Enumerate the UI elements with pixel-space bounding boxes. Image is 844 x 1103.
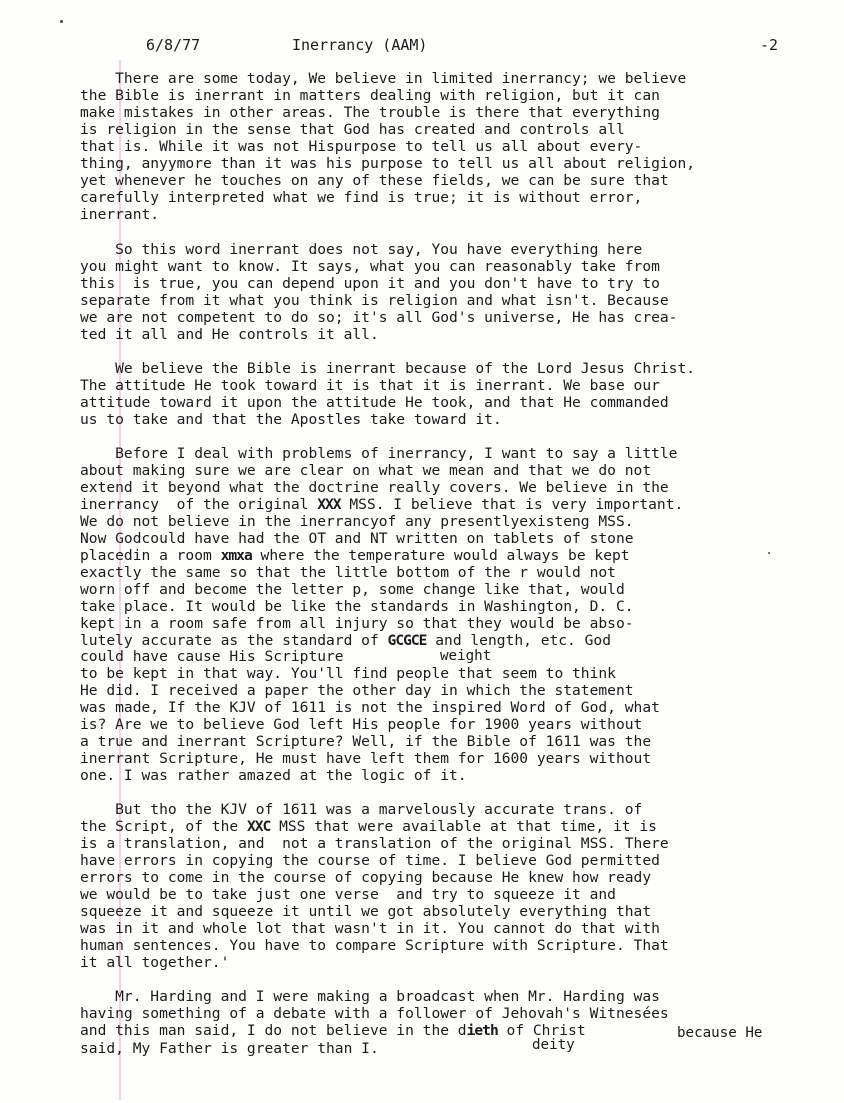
text-line: make mistakes in other areas. The trouble is there that everything: [80, 104, 660, 121]
ink-speck: [60, 20, 63, 23]
interlinear-correction: because He: [677, 1025, 763, 1041]
text-line: we are not competent to do so; it's all God's universe, He has crea-: [80, 309, 678, 326]
text-line: could have cause His Scripture: [80, 648, 344, 665]
text-line: is a translation, and not a translation of the original MSS. There: [80, 835, 669, 852]
text-line: was in it and whole lot that wasn't in it. You cannot do that with: [80, 920, 660, 937]
text-line: [80, 496, 683, 513]
text-line: We believe the Bible is inerrant because of the Lord Jesus Christ.: [80, 360, 696, 377]
strikeout-text: GCGCE: [387, 632, 427, 649]
text-line: one. I was rather amazed at the logic of it.: [80, 767, 467, 784]
text-line: So this word inerrant does not say, You have everything here: [80, 241, 643, 258]
text-segment: of Christ: [497, 1022, 586, 1039]
text-line: is? Are we to believe God left His people for 1900 years without: [80, 716, 643, 733]
text-line: squeeze it and squeeze it until we got absolutely everything that: [80, 903, 652, 920]
strikeout-text: XXX: [317, 496, 341, 513]
text-line: inerrant.: [80, 206, 160, 223]
text-line: it all together.': [80, 954, 230, 971]
text-line: [80, 818, 657, 835]
text-line: [80, 632, 611, 649]
text-line: take place. It would be like the standards in Washington, D. C.: [80, 598, 634, 615]
text-line: thing, anyymore than it was his purpose to tell us all about religion,: [80, 155, 696, 172]
text-line: you might want to know. It says, what you can reasonably take from: [80, 258, 660, 275]
strikeout-text: ieth: [466, 1022, 498, 1039]
text-line: errors to come in the course of copying because He knew how ready: [80, 869, 652, 886]
header-page-number: -2: [760, 36, 779, 54]
text-segment: and this man said, I do not believe in the d: [80, 1022, 467, 1039]
text-line: inerrant Scripture, He must have left them for 1600 years without: [80, 750, 652, 767]
ink-speck: [768, 552, 770, 554]
text-line: [80, 547, 630, 564]
text-line: Before I deal with problems of inerrancy, I want to say a little: [80, 445, 678, 462]
text-line: There are some today, We believe in limited inerrancy; we believe: [80, 70, 687, 87]
text-line: Mr. Harding and I were making a broadcast when Mr. Harding was: [80, 988, 660, 1005]
text-line: that is. While it was not Hispurpose to tell us all about every-: [80, 138, 643, 155]
text-line: the Bible is inerrant in matters dealing with religion, but it can: [80, 87, 660, 104]
text-line: exactly the same so that the little bottom of the r would not: [80, 564, 616, 581]
text-segment: placedin a room: [80, 547, 221, 564]
text-line: ted it all and He controls it all.: [80, 326, 379, 343]
text-line: human sentences. You have to compare Scripture with Scripture. That: [80, 937, 669, 954]
text-line: kept in a room safe from all injury so that they would be abso-: [80, 615, 634, 632]
text-line: extend it beyond what the doctrine really covers. We believe in the: [80, 479, 669, 496]
text-segment: inerrancy of the original: [80, 496, 318, 513]
strikeout-text: xmxa: [220, 547, 252, 564]
interlinear-correction: weight: [440, 648, 492, 664]
text-line: carefully interpreted what we find is true; it is without error,: [80, 189, 643, 206]
text-line: separate from it what you think is religion and what isn't. Because: [80, 292, 669, 309]
text-line: We do not believe in the inerrancyof any presentlyexisteng MSS.: [80, 513, 634, 530]
header-date: 6/8/77: [146, 36, 201, 54]
text-line: He did. I received a paper the other day in which the statement: [80, 682, 634, 699]
header-title: Inerrancy (AAM): [292, 36, 428, 54]
text-line: this is true, you can depend upon it and you don't have to try to: [80, 275, 660, 292]
text-line: Now Godcould have had the OT and NT written on tablets of stone: [80, 530, 634, 547]
text-segment: MSS. I believe that is very important.: [340, 496, 684, 513]
text-line: we would be to take just one verse and try to squeeze it and: [80, 886, 616, 903]
text-line: is religion in the sense that God has created and controls all: [80, 121, 625, 138]
text-segment: where the temperature would always be kept: [251, 547, 630, 564]
text-line: having something of a debate with a follower of Jehovah's Witnesées: [80, 1005, 669, 1022]
text-line: [80, 1022, 586, 1039]
interlinear-correction: deity: [532, 1037, 575, 1053]
strikeout-text: XXC: [246, 818, 271, 835]
text-line: said, My Father is greater than I.: [80, 1040, 379, 1057]
text-segment: lutely accurate as the standard of: [80, 632, 388, 649]
text-segment: the Script, of the: [80, 818, 247, 835]
text-line: The attitude He took toward it is that it is inerrant. We base our: [80, 377, 660, 394]
text-line: yet whenever he touches on any of these fields, we can be sure that: [80, 172, 669, 189]
text-segment: and length, etc. God: [426, 632, 611, 649]
text-line: was made, If the KJV of 1611 is not the inspired Word of God, what: [80, 699, 660, 716]
text-line: attitude toward it upon the attitude He took, and that He commanded: [80, 394, 669, 411]
text-segment: MSS that were available at that time, it is: [270, 818, 657, 835]
page-header: [0, 36, 844, 56]
text-line: But tho the KJV of 1611 was a marvelously accurate trans. of: [80, 801, 643, 818]
text-line: to be kept in that way. You'll find people that seem to think: [80, 665, 616, 682]
text-line: have errors in copying the course of time. I believe God permitted: [80, 852, 660, 869]
text-line: a true and inerrant Scripture? Well, if the Bible of 1611 was the: [80, 733, 652, 750]
text-line: about making sure we are clear on what we mean and that we do not: [80, 462, 652, 479]
text-line: worn off and become the letter p, some change like that, would: [80, 581, 625, 598]
text-line: us to take and that the Apostles take toward it.: [80, 411, 502, 428]
